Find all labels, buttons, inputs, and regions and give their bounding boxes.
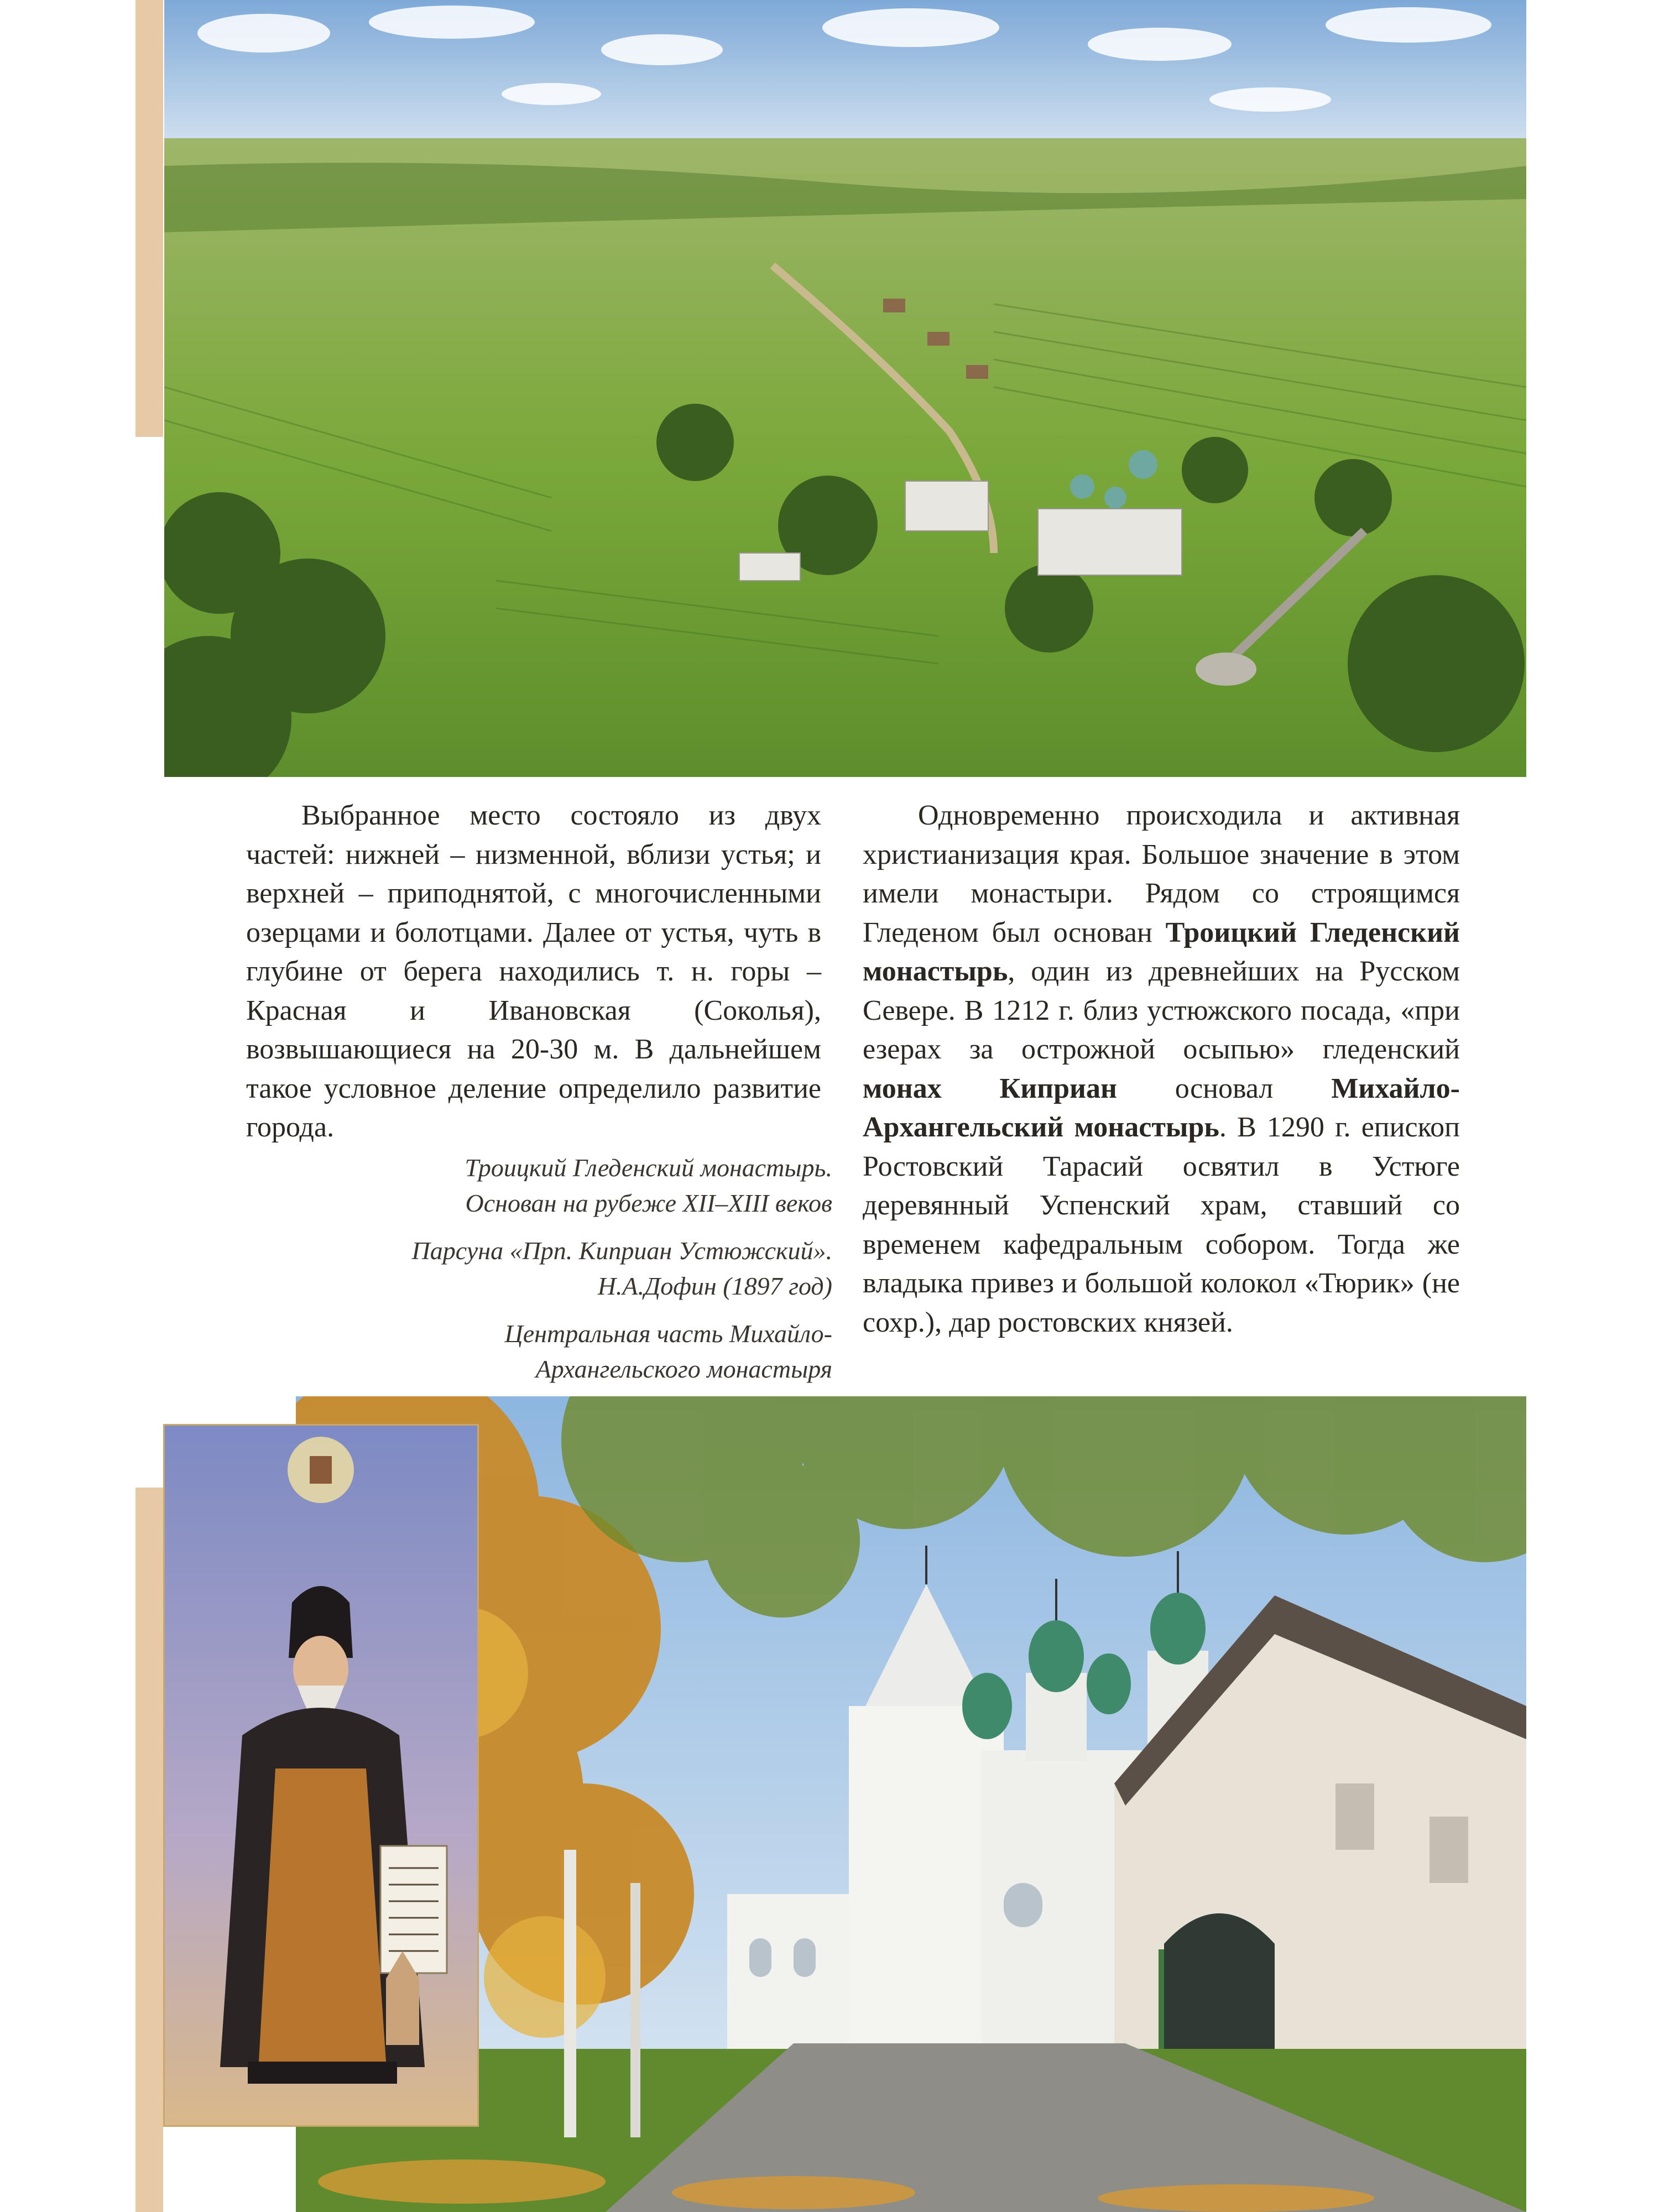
caption-line: Архангельского монастыря xyxy=(535,1355,832,1383)
left-column-paragraph: Выбранное место состояло из двух частей: нижней – низменной, вблизи устья; и верхней – приподнятой, с многочисленными озерцами и болотцами. Далее от устья, чуть в глубине от берега находились т. н. горы – Красная и Ивановская (Соколья), возвышающиеся на 20-30 м. В дальнейшем такое условное деление определило развитие города. xyxy=(246,800,821,1143)
page-edge-strip-top xyxy=(135,0,163,437)
page-edge-strip-bottom xyxy=(135,1488,163,2212)
text-run: основал xyxy=(1117,1072,1332,1104)
caption-line: Центральная часть Михайло- xyxy=(504,1319,832,1348)
right-column-text xyxy=(863,796,1460,1342)
caption-line: Парсуна «Прп. Киприан Устюжский». xyxy=(411,1237,832,1265)
right-column-paragraph xyxy=(863,796,1460,1342)
photo-captions xyxy=(335,1150,832,1399)
text-run: Одновременно происходила и активная христианизация края. Большое значение в этом имели монастыри. Рядом со строящимся Гледеном был основан xyxy=(863,800,1460,948)
caption-gleden-monastery xyxy=(335,1150,832,1221)
caption-line: Н.А.Дофин (1897 год) xyxy=(597,1272,832,1300)
bold-term-mikhailo-monastery: Михайло-Архангельский монастырь xyxy=(863,1072,1460,1143)
bold-term-monk-kiprian: монах Киприан xyxy=(863,1072,1117,1104)
left-column-text xyxy=(246,796,821,1147)
caption-line: Основан на рубеже XII–XIII веков xyxy=(465,1189,832,1217)
bold-term-gleden-monastery: Троицкий Гледенский монастырь xyxy=(863,916,1460,987)
photo-mikhailo-arkhangelsky-monastery xyxy=(296,1396,1526,2212)
text-run: , один из древнейших на Русском Севере. В 1212 г. близ устюжского посада, «при езерах за острожной осыпью» гледенский xyxy=(863,956,1460,1065)
icon-painting-kiprian xyxy=(163,1424,479,2127)
caption-mikhailo-arkhangelsky xyxy=(335,1316,832,1387)
caption-parsuna xyxy=(335,1233,832,1304)
caption-line: Троицкий Гледенский монастырь. xyxy=(465,1154,832,1182)
text-run: . В 1290 г. епископ Ростовский Тарасий освятил в Устюге деревянный Успенский храм, ставший со временем кафедральным собором. Тогда же владыка привез и большой колокол «Тюрик» (не сохр.), дар ростовских князей. xyxy=(863,1112,1460,1338)
aerial-photo-gleden-monastery xyxy=(164,0,1526,777)
